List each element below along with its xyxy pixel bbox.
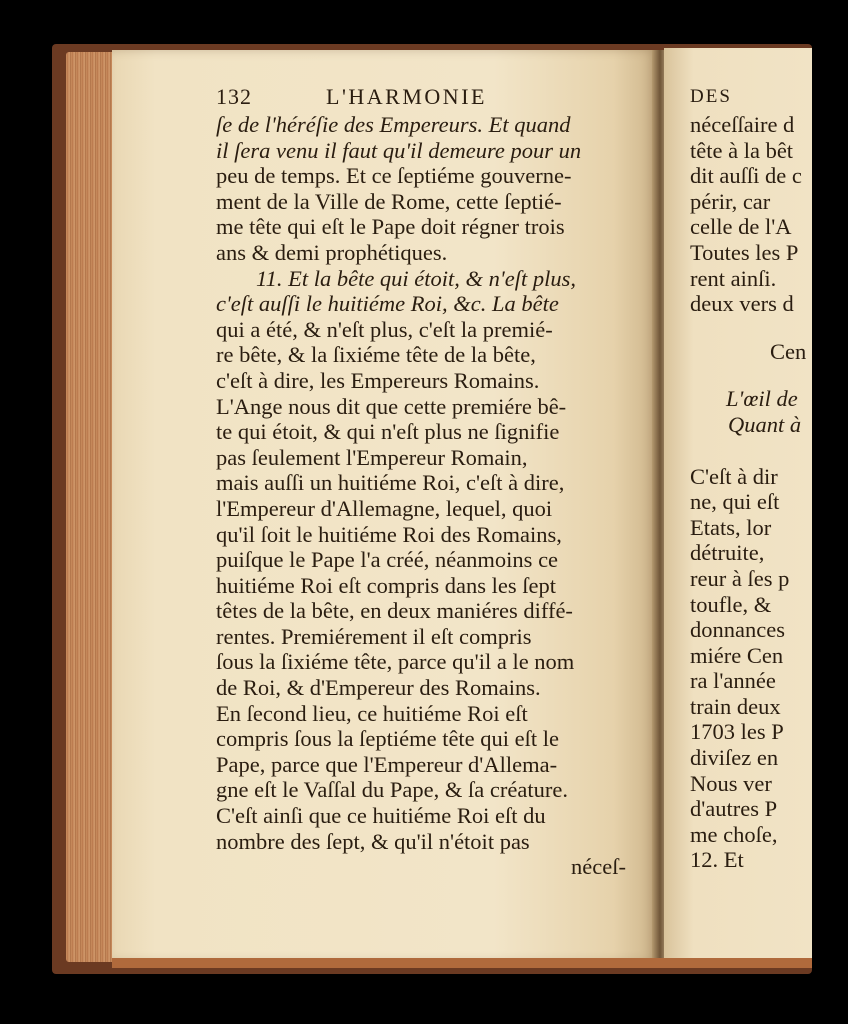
bottom-page-edge [112,958,812,968]
text-line: miére Cen [690,642,784,668]
text-line: L'œil de [726,386,798,412]
text-line: Toutes les P [690,239,799,265]
text-line: me choſe, [690,821,778,847]
text-line: reur à ſes p [690,565,790,591]
text-line: diviſez en [690,745,779,771]
left-page-body [216,112,626,854]
text-line: C'eſt à dir [690,463,778,489]
page-number: 132 [216,84,252,109]
text-line: gne eſt le Vaſſal du Pape, & ſa créature. [216,777,568,803]
text-line: il ſera venu il faut qu'il demeure pour un [216,137,582,163]
text-line: C'eſt ainſi que ce huitiéme Roi eſt du [216,803,546,829]
text-line: rentes. Premiérement il eſt compris [216,623,532,649]
text-line: qu'il ſoit le huitiéme Roi des Romains, [216,521,562,547]
text-line: ne, qui eſt [690,489,780,515]
text-line: ſous la ſixiéme tête, parce qu'il a le nom [216,649,575,675]
text-line: Quant à [728,411,802,437]
text-line: ans & demi prophétiques. [216,239,448,265]
text-line: huitiéme Roi eſt compris dans les ſept [216,572,556,598]
text-line: train deux [690,693,781,719]
text-line: 12. Et [690,847,744,873]
text-line: têtes de la bête, en deux maniéres diffé- [216,598,573,624]
text-line: te qui étoit, & qui n'eſt plus ne ſignifie [216,419,560,445]
catchword: néceſ- [571,854,626,880]
text-line: ment de la Ville de Rome, cette ſeptié- [216,188,562,214]
text-line: c'eſt auſſi le huitiéme Roi, &c. La bête [216,291,559,317]
text-line: pas ſeulement l'Empereur Romain, [216,444,528,470]
text-line: L'Ange nous dit que cette premiére bê- [216,393,567,419]
text-line: tête à la bêt [690,137,794,163]
text-line: Nous ver [690,770,772,796]
text-line: c'eſt à dire, les Empereurs Romains. [216,367,540,393]
text-line: celle de l'A [690,214,792,240]
text-line: compris ſous la ſeptiéme tête qui eſt le [216,726,560,752]
text-line: En ſecond lieu, ce huitiéme Roi eſt [216,700,528,726]
text-line: néceſſaire d [690,112,795,137]
section-heading: Cen [770,338,807,364]
running-head: L'HARMONIE [326,84,487,109]
text-line: peu de temps. Et ce ſeptiéme gouverne- [216,163,572,189]
text-line: périr, car [690,188,771,214]
text-line: mais auſſi un huitiéme Roi, c'eſt à dire, [216,470,565,496]
text-line: détruite, [690,540,765,566]
right-page-body-bottom [690,464,820,874]
left-page-text [216,84,626,880]
text-line: rent ainſi. [690,265,777,291]
text-line: ſe de l'héréſie des Empereurs. Et quand [216,112,571,137]
text-line: qui a été, & n'eſt plus, c'eſt la premié- [216,316,553,342]
text-line: d'autres P [690,796,778,822]
right-page-body-top [690,112,820,317]
text-line: Pape, parce que l'Empereur d'Allema- [216,751,558,777]
text-line: deux vers d [690,291,794,317]
text-line: me tête qui eſt le Pape doit régner trois [216,214,565,240]
left-page-header [216,84,626,112]
text-line: puiſque le Pape l'a créé, néanmoins ce [216,547,559,573]
right-running-head: DES [690,86,732,107]
text-line: toufle, & [690,591,772,617]
text-line: dit auſſi de c [690,163,802,189]
text-line: re bête, & la ſixiéme tête de la bête, [216,342,536,368]
page-edges [66,52,118,962]
text-line: de Roi, & d'Empereur des Romains. [216,675,541,701]
text-line: l'Empereur d'Allemagne, lequel, quoi [216,495,553,521]
text-line: 11. Et la bête qui étoit, & n'eſt plus, [256,265,576,291]
text-line: Etats, lor [690,514,772,540]
right-page-text [690,84,820,873]
text-line: ra l'année [690,668,776,694]
text-line: donnances [690,617,785,643]
text-line: 1703 les P [690,719,784,745]
right-page-verse [690,386,820,437]
text-line: nombre des ſept, & qu'il n'étoit pas [216,828,530,854]
